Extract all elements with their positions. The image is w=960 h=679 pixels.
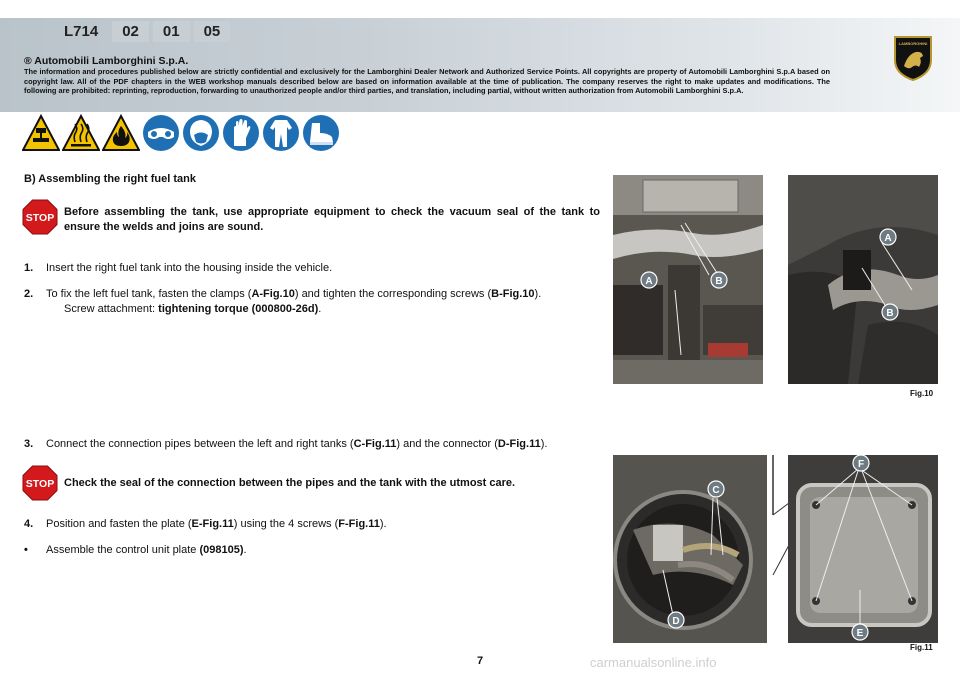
svg-text:STOP: STOP <box>25 212 55 224</box>
fig10-photo-right <box>788 175 938 384</box>
label-e: E <box>856 628 864 639</box>
hot-surface-icon <box>62 114 100 152</box>
label-c: C <box>712 485 720 496</box>
copyright-text: The information and procedures published below are strictly confidential and exclusively for the Lamborghini Dealer Network and Authorized Service Points. All copyrights are property of Automobili Lamborghini S.p.A based on copyright law. All of the PDF chapters in the WEB workshop manuals described below are based on information available at the time of publication. The company reserves the right to make updates and modifications. The following are prohibited: reprinting, reproduction, forwarding to unauthorized people and/or third parties, and translation, including partial, without written authorization from Automobili Lamborghini S.p.A. <box>24 67 830 96</box>
copyright-title: ® Automobili Lamborghini S.p.A. <box>24 55 189 67</box>
step-4: 4. Position and fasten the plate (E-Fig.11) using the 4 screws (F-Fig.11). <box>24 518 387 530</box>
fig11-caption: Fig.11 <box>910 643 933 652</box>
safety-shoes-icon <box>302 114 340 152</box>
warning-pipe-seal: Check the seal of the connection between the pipes and the tank with the utmost care. <box>64 477 516 489</box>
fig11-photo-right <box>788 455 938 643</box>
subgroup-code: 01 <box>153 21 190 42</box>
overalls-icon <box>262 114 300 152</box>
ref-b-fig10: B-Fig.10 <box>491 288 535 300</box>
page-number: 7 <box>476 655 484 667</box>
safety-goggles-icon <box>142 114 180 152</box>
label-d: D <box>672 616 680 627</box>
fig10-photo-left <box>613 175 763 384</box>
ref-c-fig11: C-Fig.11 <box>353 438 397 450</box>
watermark: carmanualsonline.info <box>590 655 717 670</box>
group-code: 02 <box>112 21 149 42</box>
fig10-caption: Fig.10 <box>910 389 934 398</box>
step-3: 3. Connect the connection pipes between the left and right tanks (C-Fig.11) and the connector (D-Fig.11). <box>24 438 548 450</box>
gloves-icon <box>222 114 260 152</box>
label-a: A <box>884 233 892 244</box>
section-title: B) Assembling the right fuel tank <box>24 173 196 185</box>
ref-d-fig11: D-Fig.11 <box>497 438 541 450</box>
step-2: 2. To fix the left fuel tank, fasten the clamps (A-Fig.10) and tighten the corresponding screws (B-Fig.10). Screw attachment: tightening torque (000800-26d). <box>24 287 604 317</box>
svg-text:STOP: STOP <box>25 478 55 490</box>
step-1: 1. Insert the right fuel tank into the housing inside the vehicle. <box>24 262 333 274</box>
safety-icons-row <box>22 114 340 152</box>
stop-sign-icon <box>22 199 58 235</box>
model-code: L714 <box>64 23 99 40</box>
face-mask-icon <box>182 114 220 152</box>
label-b: B <box>715 276 723 287</box>
step-control-unit-plate: • Assemble the control unit plate (098105). <box>24 544 247 556</box>
warning-vacuum-seal: Before assembling the tank, use appropriate equipment to check the vacuum seal of the tank to ensure the welds and joins are sound. <box>64 206 600 233</box>
svg-text:LAMBORGHINI: LAMBORGHINI <box>898 41 928 46</box>
ref-a-fig10: A-Fig.10 <box>251 288 295 300</box>
ref-f-fig11: F-Fig.11 <box>338 518 380 530</box>
fig11-photo-left <box>613 455 767 643</box>
crush-hazard-icon <box>22 114 60 152</box>
ref-e-fig11: E-Fig.11 <box>191 518 234 530</box>
section-code: 05 <box>194 21 231 42</box>
label-b: B <box>886 308 894 319</box>
step-2-torque: Screw attachment: tightening torque (000800-26d). <box>64 303 322 315</box>
label-a: A <box>645 276 653 287</box>
flammable-icon <box>102 114 140 152</box>
document-codes <box>58 21 230 42</box>
stop-sign-icon <box>22 465 58 501</box>
lamborghini-logo <box>892 34 934 82</box>
label-f: F <box>857 459 865 470</box>
